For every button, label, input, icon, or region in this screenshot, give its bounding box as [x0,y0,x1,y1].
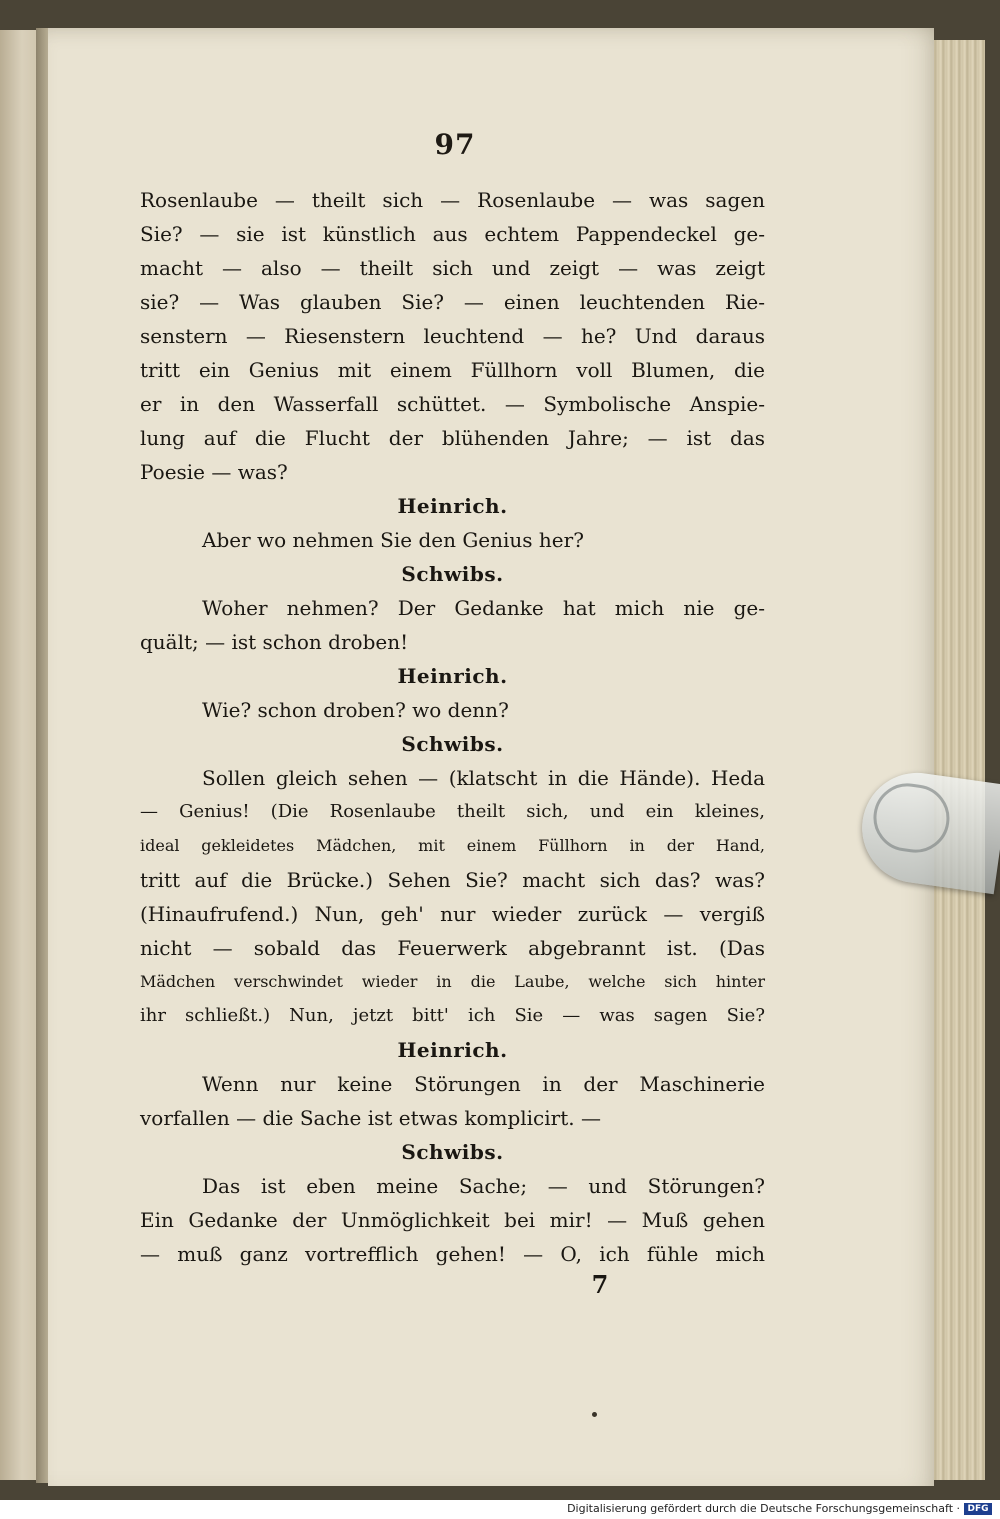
text-line: Wie? schon droben? wo denn? [202,698,509,722]
speaker-name: Schwibs. [401,732,504,756]
text-line: tritt auf die Brücke.) Sehen Sie? macht sich das? was? [140,868,765,892]
text-line: — muß ganz vortrefflich gehen! — O, ich fühle mich [140,1242,765,1266]
text-line: Sollen gleich sehen — (klatscht in die Hände). Heda [202,766,765,790]
speaker-name: Heinrich. [397,664,508,688]
digitization-footer [0,1500,1000,1519]
text-line: Wenn nur keine Störungen in der Maschinerie [202,1072,765,1096]
text-line: Aber wo nehmen Sie den Genius her? [202,528,584,552]
speaker-name: Schwibs. [401,1140,504,1164]
text-line: ideal gekleidetes Mädchen, mit einem Füllhorn in der Hand, [140,836,765,855]
text-line: — Genius! (Die Rosenlaube theilt sich, und ein kleines, [140,801,765,822]
text-line: er in den Wasserfall schüttet. — Symbolische Anspie- [140,392,765,416]
text-line: Rosenlaube — theilt sich — Rosenlaube — was sagen [140,188,765,212]
text-line: ihr schließt.) Nun, jetzt bitt' ich Sie — was sagen Sie? [140,1005,765,1026]
ink-dot [592,1412,597,1417]
text-line: nicht — sobald das Feuerwerk abgebrannt ist. (Das [140,936,765,960]
text-line: sie? — Was glauben Sie? — einen leuchtenden Rie- [140,290,765,314]
text-line: tritt ein Genius mit einem Füllhorn voll Blumen, die [140,358,765,382]
scanner-clip-ring [869,779,954,857]
text-line: macht — also — theilt sich und zeigt — was zeigt [140,256,765,280]
text-line: Poesie — was? [140,460,288,484]
speaker-name: Heinrich. [397,1038,508,1062]
page-stack-edges [930,40,985,1480]
text-line: Sie? — sie ist künstlich aus echtem Pappendeckel ge- [140,222,765,246]
catchword-signature: 7 [591,1270,609,1299]
page-number: 97 [434,128,476,161]
text-line: Mädchen verschwindet wieder in die Laube, welche sich hinter [140,972,765,991]
dfg-logo: DFG [964,1503,992,1515]
text-line: Das ist eben meine Sache; — und Störungen? [202,1174,765,1198]
footer-credit-text: Digitalisierung gefördert durch die Deutsche Forschungsgemeinschaft · [567,1502,960,1515]
speaker-name: Schwibs. [401,562,504,586]
text-line: lung auf die Flucht der blühenden Jahre; — ist das [140,426,765,450]
text-line: (Hinaufrufend.) Nun, geh' nur wieder zurück — vergiß [140,902,765,926]
left-page-edge [0,30,40,1480]
speaker-name: Heinrich. [397,494,508,518]
text-line: senstern — Riesenstern leuchtend — he? Und daraus [140,324,765,348]
text-line: vorfallen — die Sache ist etwas komplicirt. — [140,1106,601,1130]
text-line: Ein Gedanke der Unmöglichkeit bei mir! — Muß gehen [140,1208,765,1232]
text-line: quält; — ist schon droben! [140,630,409,654]
text-line: Woher nehmen? Der Gedanke hat mich nie ge- [202,596,765,620]
page-text [140,183,765,1271]
